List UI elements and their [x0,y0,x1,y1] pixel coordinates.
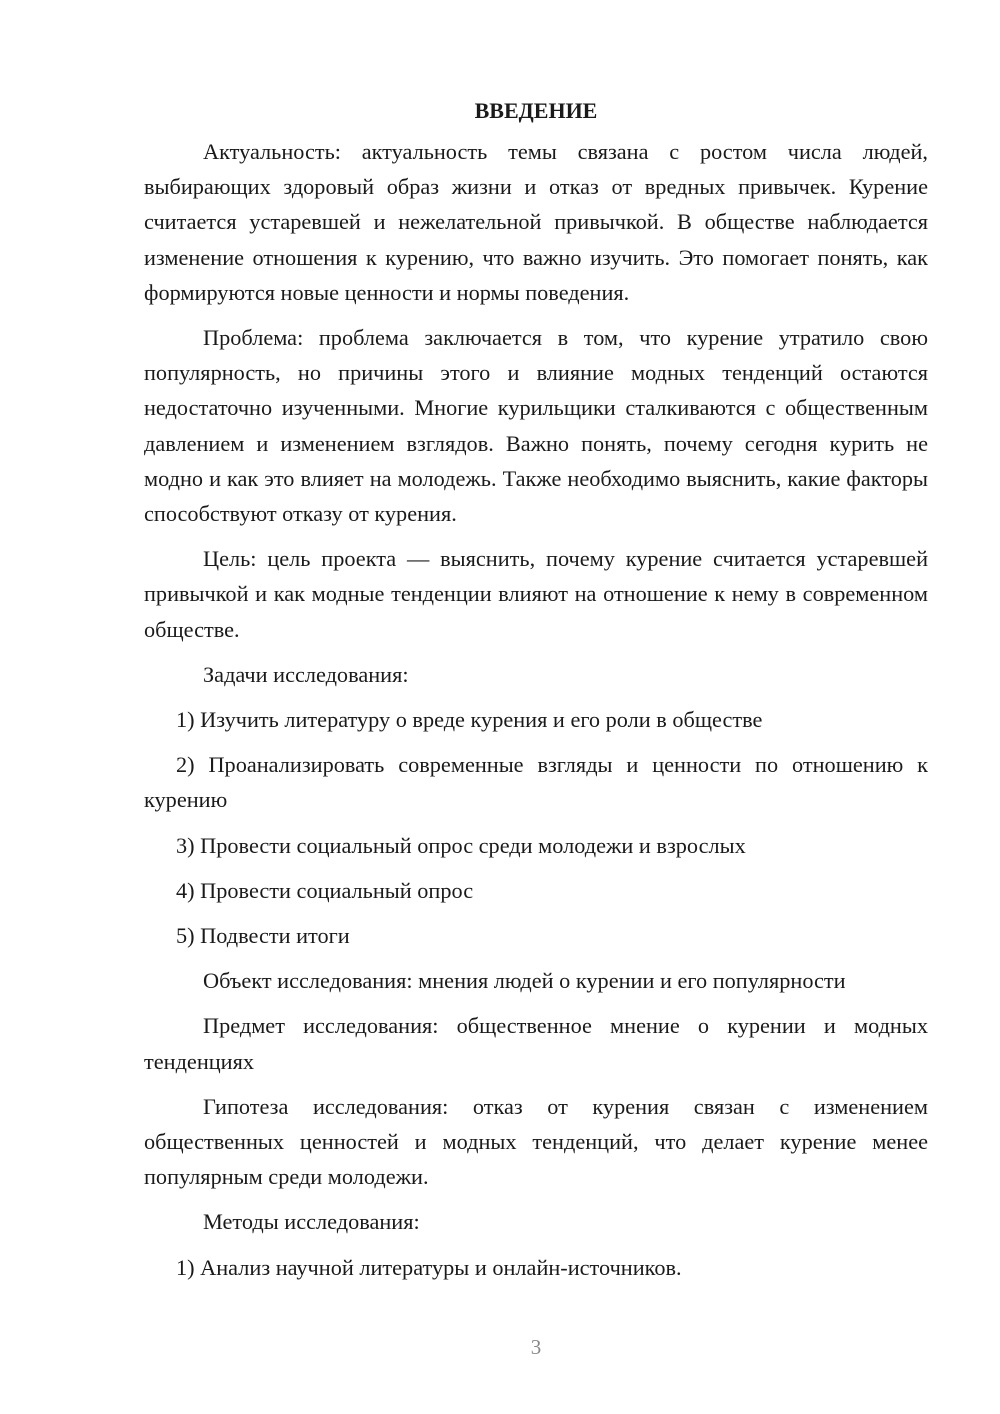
research-subject: Предмет исследования: общественное мнение о курении и модных тенденциях [144,1013,928,1074]
method-item: 1) Анализ научной литературы и онлайн-источников. [176,1254,682,1280]
task-item: 3) Провести социальный опрос среди молодежи и взрослых [176,832,746,858]
research-hypothesis: Гипотеза исследования: отказ от курения связан с изменением общественных ценностей и модных тенденций, что делает курение менее популярным среди молодежи. [144,1093,928,1190]
research-object: Объект исследования: мнения людей о курении и его популярности [203,968,846,994]
task-item: 4) Провести социальный опрос [176,877,474,903]
problem-paragraph: Проблема: проблема заключается в том, что курение утратило свою популярность, но причины этого и влияние модных тенденций остаются недостаточно изученными. Многие курильщики сталкиваются с общественным давлением и изменением взглядов. Важно понять, почему сегодня курить не модно и как это влияет на молодежь. Также необходимо выяснить, какие факторы способствуют отказу от курения. [144,325,928,527]
task-item: 5) Подвести итоги [176,923,350,949]
page-title: ВВЕДЕНИЕ [474,98,598,123]
tasks-heading: Задачи исследования: [203,661,409,687]
methods-heading: Методы исследования: [203,1209,420,1235]
page-number: 3 [530,1335,542,1359]
task-item: 2) Проанализировать современные взгляды и ценности по отношению к курению [144,752,928,813]
goal-paragraph: Цель: цель проекта — выяснить, почему курение считается устаревшей привычкой и как модные тенденции влияют на отношение к нему в современном обществе. [144,546,928,642]
relevance-paragraph: Актуальность: актуальность темы связана с ростом числа людей, выбирающих здоровый образ жизни и отказ от вредных привычек. Курение считается устаревшей и нежелательной привычкой. В обществе наблюдается изменение отношения к курению, что важно изучить. Это помогает понять, как формируются новые ценности и нормы поведения. [144,139,928,305]
task-item: 1) Изучить литературу о вреде курения и его роли в обществе [176,707,763,733]
document-page [144,96,928,1285]
